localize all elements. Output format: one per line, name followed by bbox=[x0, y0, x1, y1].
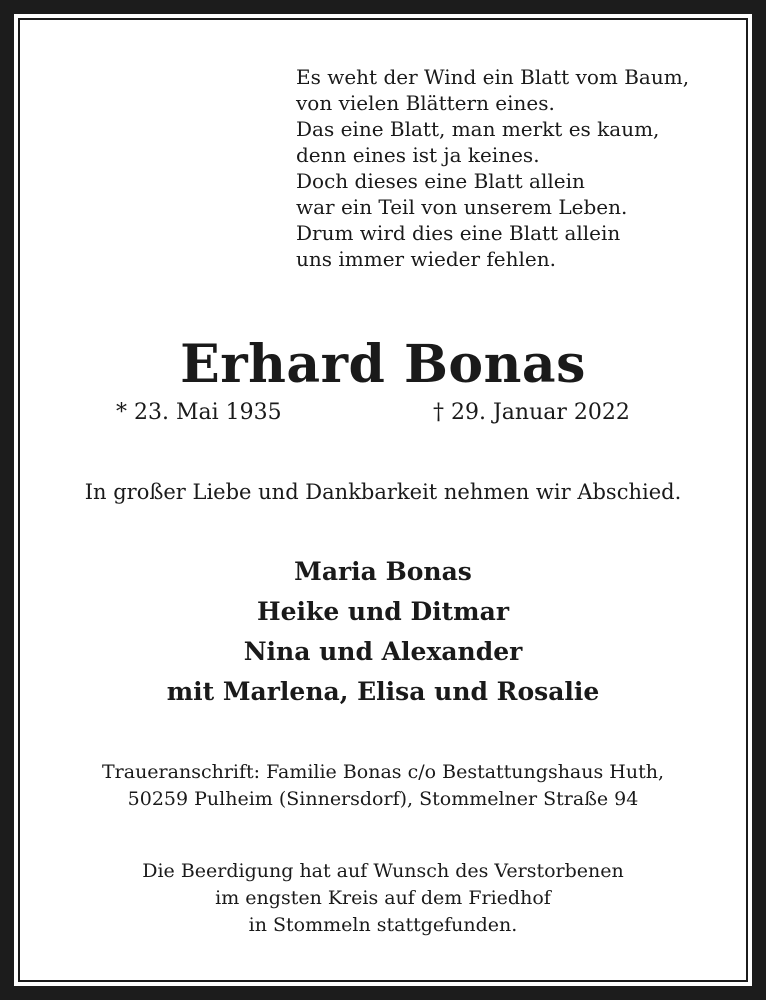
birth-date: * 23. Mai 1935 bbox=[116, 400, 282, 425]
mourner-entry: Nina und Alexander bbox=[243, 637, 523, 666]
poem-line: Doch dieses eine Blatt allein bbox=[296, 169, 585, 193]
mourner-entry: mit Marlena, Elisa und Rosalie bbox=[166, 677, 600, 706]
farewell-text: In großer Liebe und Dankbarkeit nehmen wir Abschied. bbox=[84, 480, 682, 504]
death-date: † 29. Januar 2022 bbox=[433, 400, 630, 425]
burial-line: Die Beerdigung hat auf Wunsch des Verstorbenen bbox=[142, 860, 624, 882]
mourners-list bbox=[0, 552, 766, 712]
poem bbox=[296, 64, 736, 272]
mourning-address bbox=[0, 759, 766, 813]
address-line: Traueranschrift: Familie Bonas c/o Bestattungshaus Huth, bbox=[101, 761, 665, 783]
poem-line: Drum wird dies eine Blatt allein bbox=[296, 221, 621, 245]
address-line: 50259 Pulheim (Sinnersdorf), Stommelner Straße 94 bbox=[127, 788, 639, 810]
poem-line: war ein Teil von unserem Leben. bbox=[296, 195, 628, 219]
burial-line: im engsten Kreis auf dem Friedhof bbox=[215, 887, 551, 909]
poem-line: von vielen Blättern eines. bbox=[296, 91, 555, 115]
poem-line: Das eine Blatt, man merkt es kaum, bbox=[296, 117, 660, 141]
deceased-name: Erhard Bonas bbox=[180, 334, 586, 395]
mourner-entry: Heike und Ditmar bbox=[256, 597, 510, 626]
poem-line: uns immer wieder fehlen. bbox=[296, 247, 556, 271]
burial-line: in Stommeln stattgefunden. bbox=[248, 914, 518, 936]
poem-line: denn eines ist ja keines. bbox=[296, 143, 540, 167]
mourner-entry: Maria Bonas bbox=[294, 557, 472, 586]
poem-line: Es weht der Wind ein Blatt vom Baum, bbox=[296, 65, 690, 89]
burial-notice bbox=[0, 858, 766, 939]
